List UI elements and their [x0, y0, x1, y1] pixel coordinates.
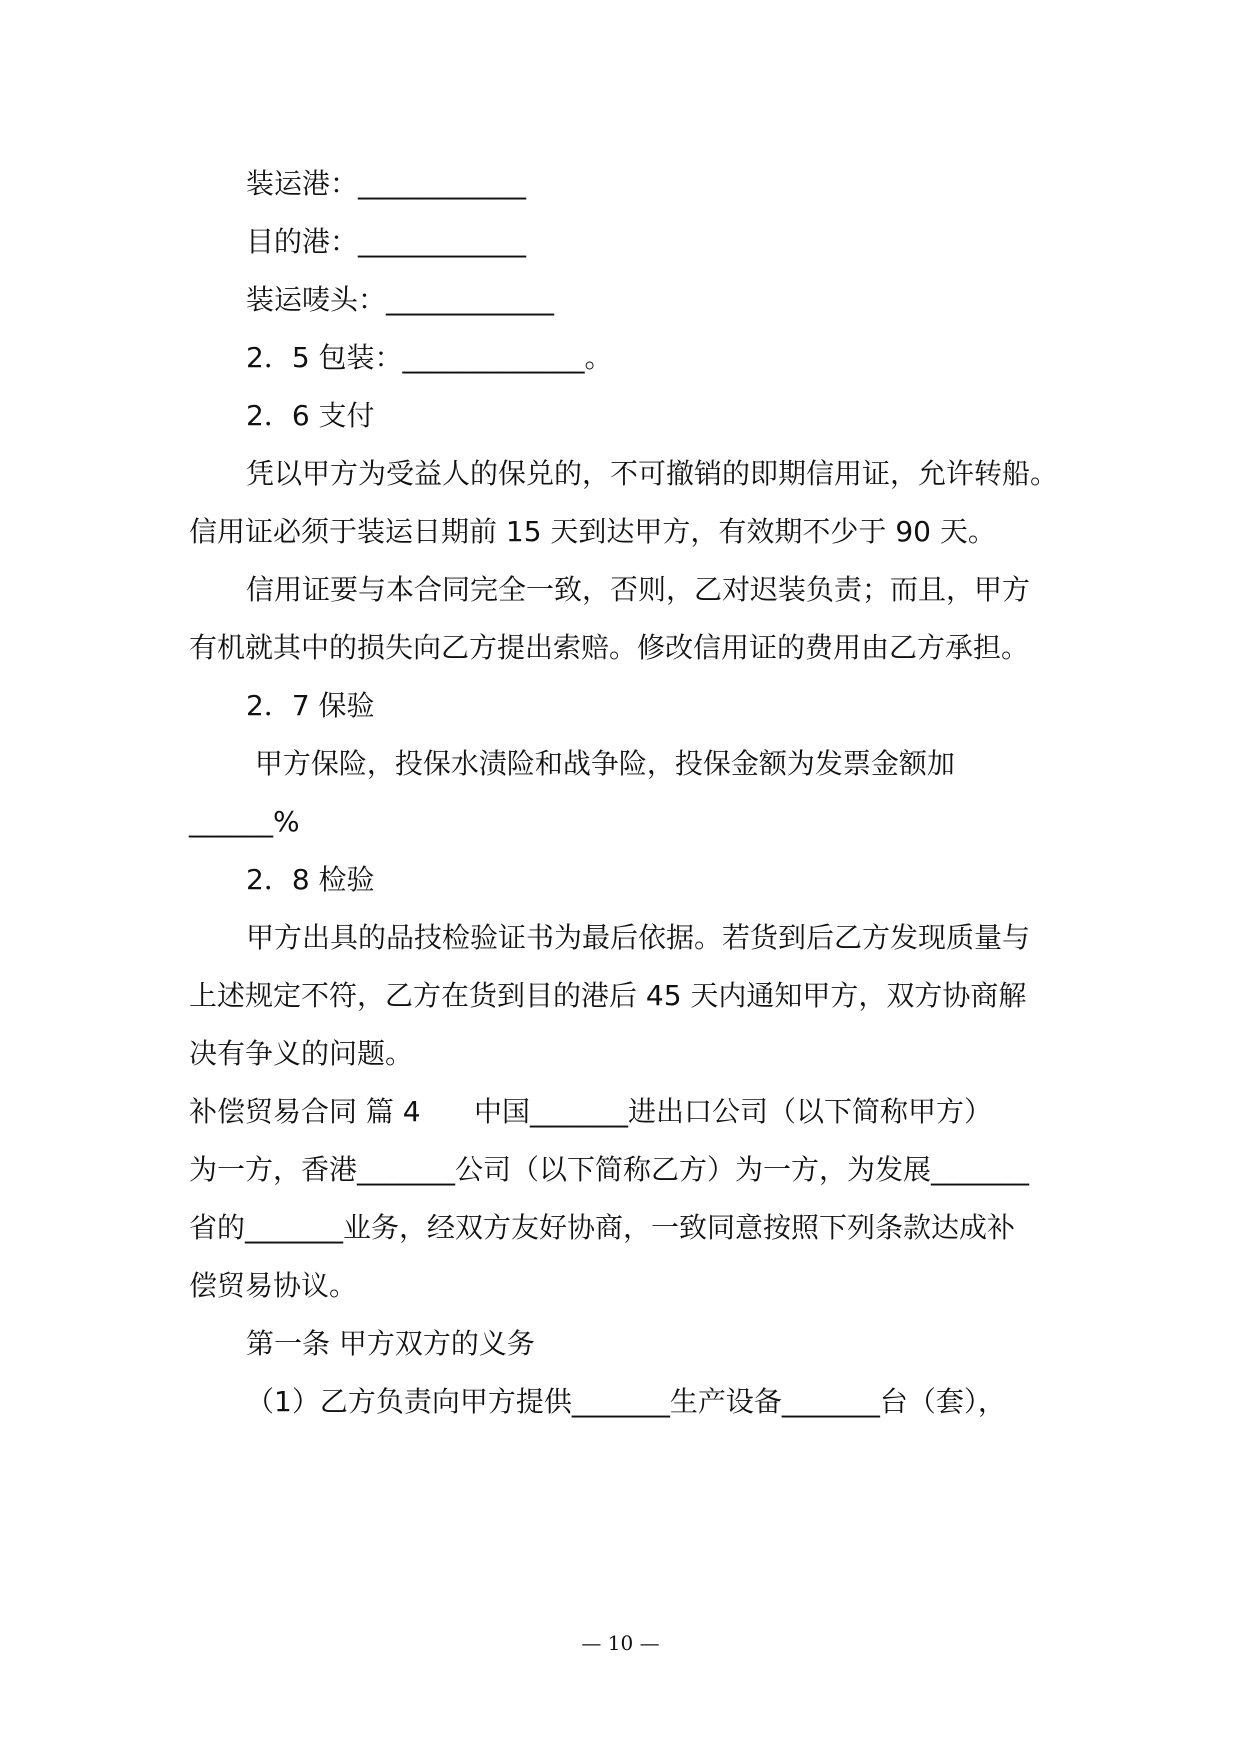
paragraph-line: 有机就其中的损失向乙方提出索赔。修改信用证的费用由乙方承担。 — [189, 631, 1030, 664]
article-one-heading: 第一条 甲方双方的义务 — [246, 1327, 535, 1360]
shipping-mark-line: 装运唛头：____________ — [246, 283, 555, 316]
destination-port-line: 目的港：____________ — [246, 225, 527, 258]
paragraph-line: 上述规定不符，乙方在货到目的港后 45 天内通知甲方，双方协商解 — [189, 979, 1027, 1012]
page-number: — 10 — — [581, 1631, 660, 1655]
paragraph-line: 省的_______业务，经双方友好协商，一致同意按照下列条款达成补 — [189, 1211, 1016, 1244]
paragraph-line: 信用证必须于装运日期前 15 天到达甲方，有效期不少于 90 天。 — [189, 515, 996, 548]
paragraph-line: 决有争义的问题。 — [189, 1037, 414, 1070]
paragraph-line: 信用证要与本合同完全一致，否则，乙对迟装负责；而且，甲方 — [246, 573, 1031, 606]
packing-clause: 2．5 包装：_____________。 — [246, 341, 613, 374]
payment-heading: 2．6 支付 — [246, 399, 375, 432]
paragraph-line: 甲方出具的品技检验证书为最后依据。若货到后乙方发现质量与 — [246, 921, 1031, 954]
inspection-heading: 2．8 检验 — [246, 863, 375, 896]
paragraph-line: 为一方，香港_______公司（以下简称乙方）为一方，为发展_______ — [189, 1153, 1030, 1186]
paragraph-line: （1）乙方负责向甲方提供_______生产设备_______台（套）， — [246, 1385, 1006, 1418]
paragraph-line: 甲方保险，投保水渍险和战争险，投保金额为发票金额加 — [246, 747, 955, 780]
insurance-heading: 2．7 保验 — [246, 689, 375, 722]
paragraph-line: 凭以甲方为受益人的保兑的，不可撤销的即期信用证，允许转船。 — [246, 457, 1059, 490]
loading-port-line: 装运港：____________ — [246, 167, 527, 200]
paragraph-line: ______% — [189, 805, 300, 838]
contract-title-line: 补偿贸易合同 篇 4 中国_______进出口公司（以下简称甲方） — [189, 1095, 993, 1128]
paragraph-line: 偿贸易协议。 — [189, 1269, 358, 1302]
